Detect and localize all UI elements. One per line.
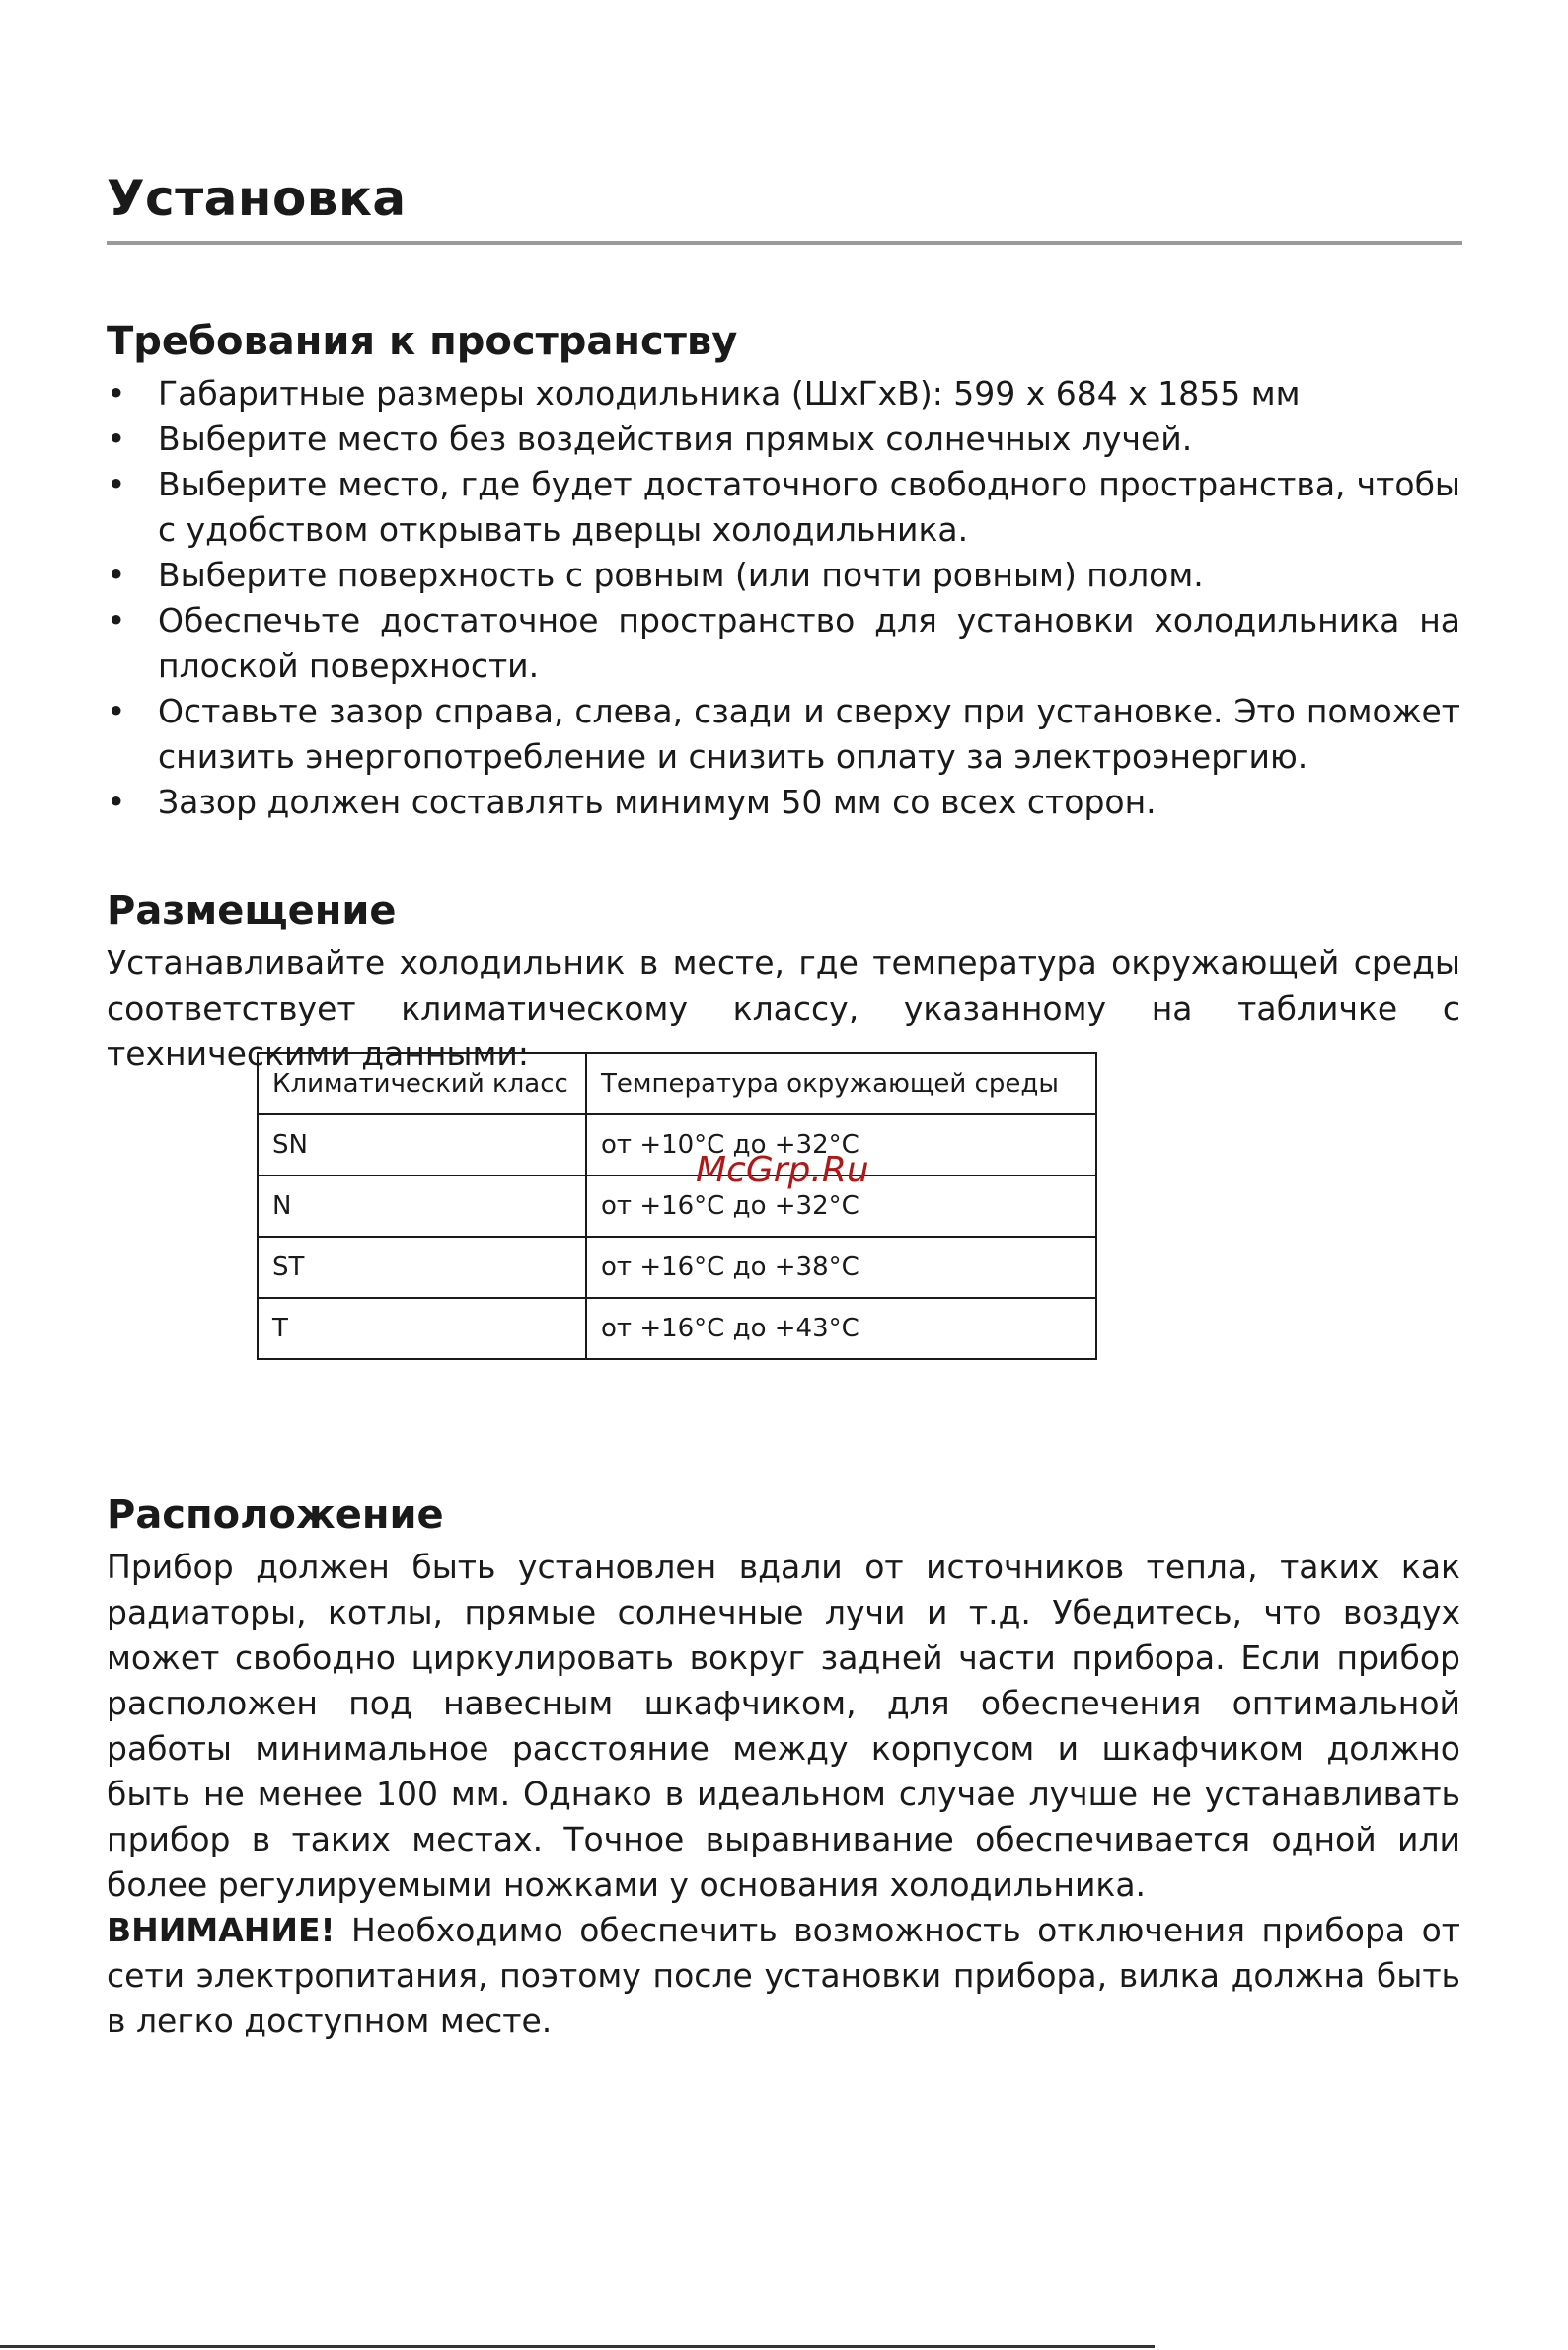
table-cell: N: [258, 1175, 586, 1237]
table-cell: T: [258, 1298, 586, 1359]
location-text: Прибор должен быть установлен вдали от источников тепла, таких как радиаторы, котлы, прямые солнечные лучи и т.д. Убедитесь, что воздух может свободно циркулировать вокруг задней части прибора. Если прибор расположен под навесным шкафчиком, для обеспечения оптимальной работы минимальное расстояние между корпусом и шкафчиком должно быть не менее 100 мм. Однако в идеальном случае лучше не устанавливать прибор в таких местах. Точное выравнивание обеспечивается одной или более регулируемыми ножками у основания холодильника.: [107, 1548, 1460, 1904]
table-header-temperature: Температура окружающей среды: [586, 1053, 1096, 1114]
list-item: • Выберите поверхность с ровным (или почти ровным) полом.: [107, 556, 1204, 594]
bottom-divider: [0, 2345, 1155, 2348]
table-cell: от +16°C до +32°C: [586, 1175, 1096, 1237]
location-section: [107, 1487, 1460, 2044]
table-cell: SN: [258, 1114, 586, 1175]
list-item: • Зазор должен составлять минимум 50 мм со всех сторон.: [107, 783, 1157, 821]
warning-label: ВНИМАНИЕ!: [107, 1911, 336, 1949]
title-divider: [107, 241, 1462, 245]
list-item: • Габаритные размеры холодильника (ШхГхВ): 599 x 684 x 1855 мм: [107, 374, 1301, 413]
list-item: • Оставьте зазор справа, слева, сзади и сверху при установке. Это поможет снизить энергопотребление и снизить оплату за электроэнергию.: [107, 692, 1460, 776]
list-item: • Выберите место без воздействия прямых солнечных лучей.: [107, 419, 1193, 458]
space-heading: Требования к пространству: [107, 319, 738, 364]
table-header-class: Климатический класс: [258, 1053, 586, 1114]
space-requirements-section: [107, 314, 1460, 825]
watermark: McGrp.Ru: [696, 1150, 869, 1190]
placement-section: [107, 883, 1460, 1077]
list-item: • Обеспечьте достаточное пространство для установки холодильника на плоской поверхности.: [107, 601, 1460, 685]
table-cell: от +16°C до +43°C: [586, 1298, 1096, 1359]
location-heading: Расположение: [107, 1492, 444, 1538]
table-row: [258, 1114, 1096, 1175]
table-cell: от +10°C до +32°C: [586, 1114, 1096, 1175]
placement-text: Устанавливайте холодильник в месте, где температура окружающей среды соответствует климатическому классу, указанному на табличке с техническими данными:: [107, 944, 1460, 1073]
table-row: [258, 1237, 1096, 1298]
placement-heading: Размещение: [107, 888, 397, 934]
table-header-row: [258, 1053, 1096, 1114]
table-row: [258, 1298, 1096, 1359]
page-title: Установка: [107, 170, 407, 227]
climate-class-table: [257, 1052, 1097, 1360]
table-row: [258, 1175, 1096, 1237]
list-item: • Выберите место, где будет достаточного свободного пространства, чтобы с удобством открывать дверцы холодильника.: [107, 465, 1460, 549]
space-list: [107, 371, 1460, 825]
warning-paragraph: [107, 1908, 1460, 2044]
table-cell: от +16°C до +38°C: [586, 1237, 1096, 1298]
table-cell: ST: [258, 1237, 586, 1298]
warning-text: Необходимо обеспечить возможность отключения прибора от сети электропитания, поэтому после установки прибора, вилка должна быть в легко доступном месте.: [107, 1911, 1460, 2040]
